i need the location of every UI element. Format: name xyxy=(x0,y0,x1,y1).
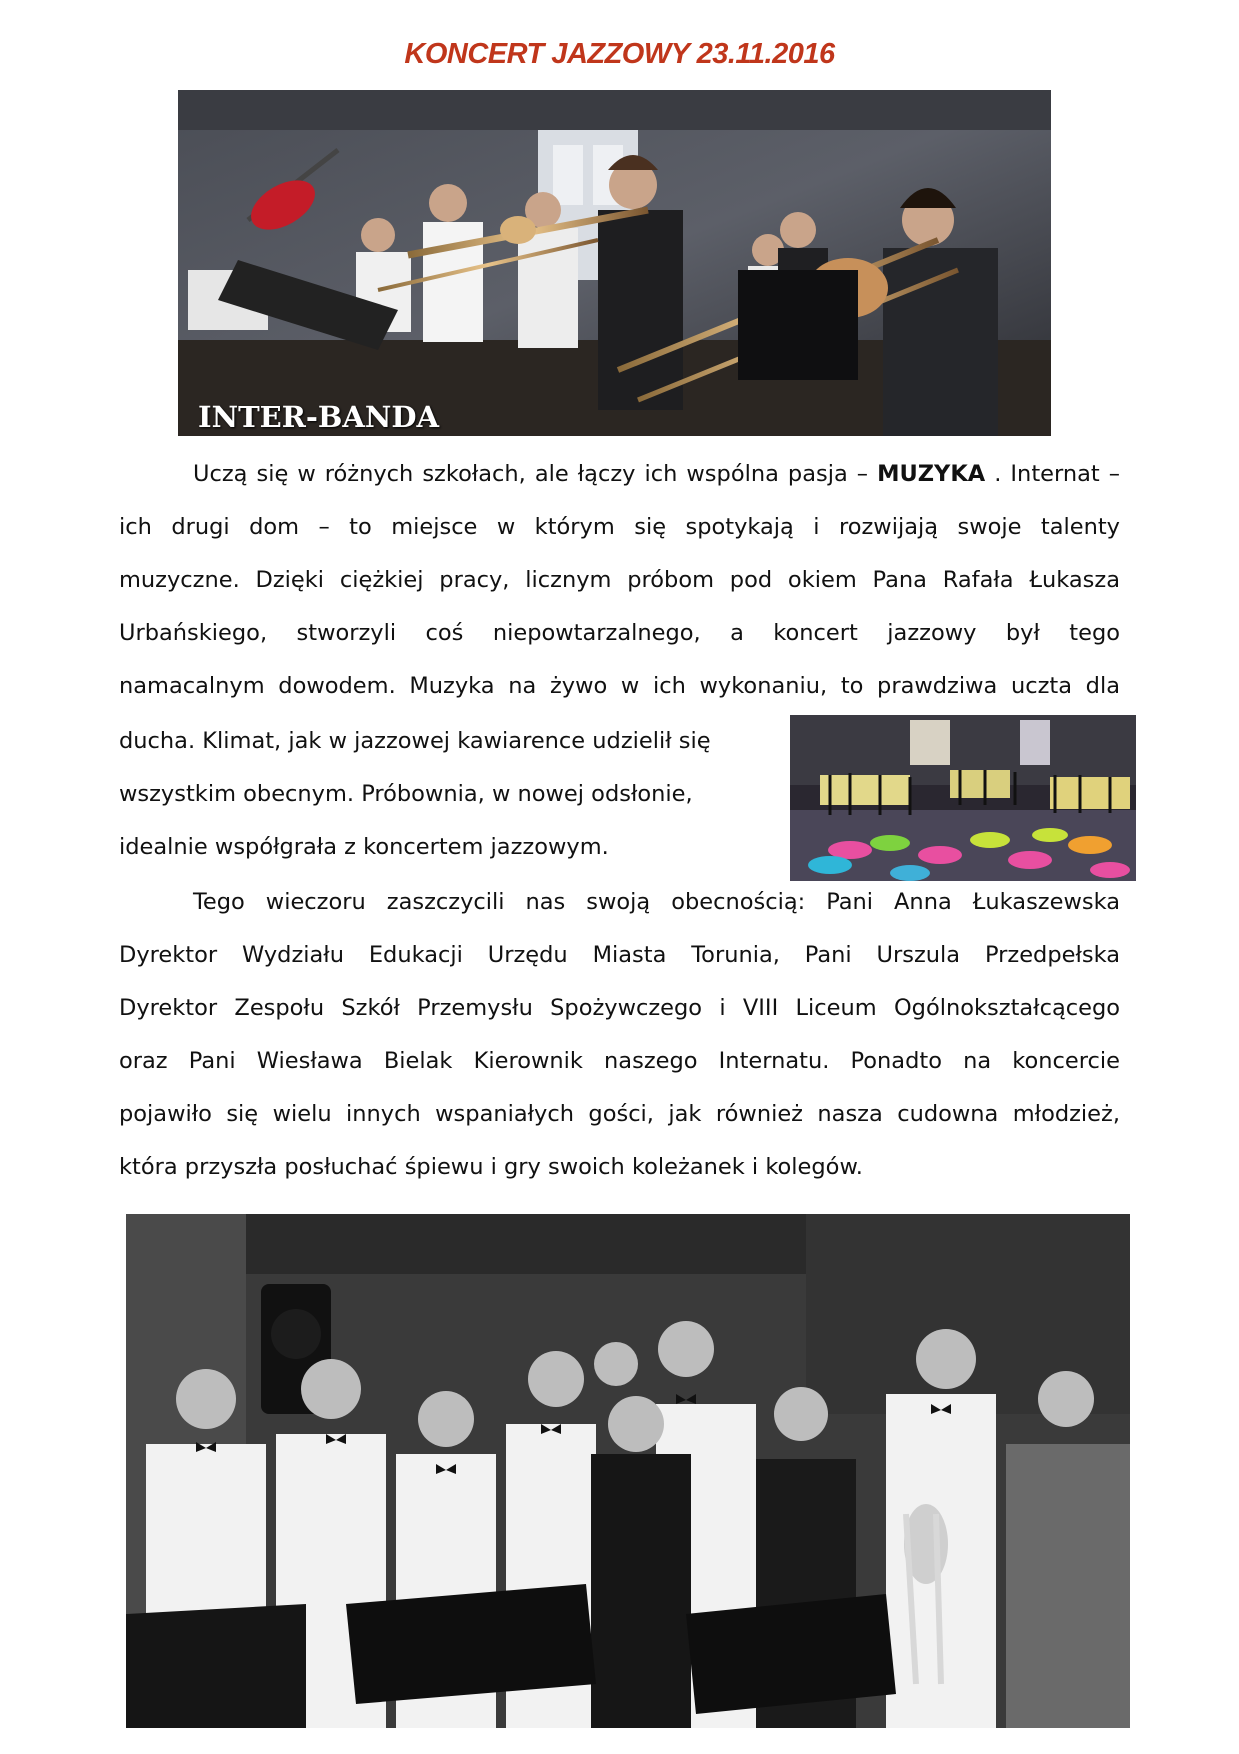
paragraph-line: namacalnym dowodem. Muzyka na żywo w ich wykonaniu, to prawdziwa uczta dla xyxy=(119,673,1120,699)
paragraph-line: ducha. Klimat, jak w jazzowej kawiarence udzielił się xyxy=(119,728,711,754)
emphasis-muzyka: MUZYKA xyxy=(877,461,986,487)
paragraph-line: Dyrektor Wydziału Edukacji Urzędu Miasta Torunia, Pani Urszula Przedpełska xyxy=(119,942,1120,968)
paragraph-line: która przyszła posłuchać śpiewu i gry swoich koleżanek i kolegów. xyxy=(119,1154,863,1180)
paragraph-line: Urbańskiego, stworzyli coś niepowtarzalnego, a koncert jazzowy był tego xyxy=(119,620,1120,646)
paragraph-line: Dyrektor Zespołu Szkół Przemysłu Spożywczego i VIII Liceum Ogólnokształcącego xyxy=(119,995,1120,1021)
paragraph-line: idealnie współgrała z koncertem jazzowym. xyxy=(119,834,609,860)
text-span: . Internat – xyxy=(985,461,1120,487)
paragraph-line: pojawiło się wielu innych wspaniałych gości, jak również nasza cudowna młodzież, xyxy=(119,1101,1120,1127)
band-photo-caption: INTER-BANDA xyxy=(198,400,440,434)
band-photo xyxy=(178,90,1051,436)
paragraph-line: ich drugi dom – to miejsce w którym się spotykają i rozwijają swoje talenty xyxy=(119,514,1120,540)
paragraph-intro-continued xyxy=(119,715,759,874)
page-title: KONCERT JAZZOWY 23.11.2016 xyxy=(404,38,835,70)
paragraph-line xyxy=(119,448,1120,501)
paragraph-line: Tego wieczoru zaszczycili nas swoją obecnością: Pani Anna Łukaszewska xyxy=(193,889,1120,915)
paragraph-line: muzyczne. Dzięki ciężkiej pracy, licznym próbom pod okiem Pana Rafała Łukasza xyxy=(119,567,1120,593)
paragraph-line: oraz Pani Wiesława Bielak Kierownik naszego Internatu. Ponadto na koncercie xyxy=(119,1048,1120,1074)
paragraph-line: wszystkim obecnym. Próbownia, w nowej odsłonie, xyxy=(119,781,693,807)
room-photo xyxy=(790,715,1136,881)
group-photo xyxy=(126,1214,1130,1728)
paragraph-intro xyxy=(119,448,1120,713)
paragraph-guests xyxy=(119,876,1120,1194)
text-span: Uczą się w różnych szkołach, ale łączy ich wspólna pasja – xyxy=(193,461,878,487)
